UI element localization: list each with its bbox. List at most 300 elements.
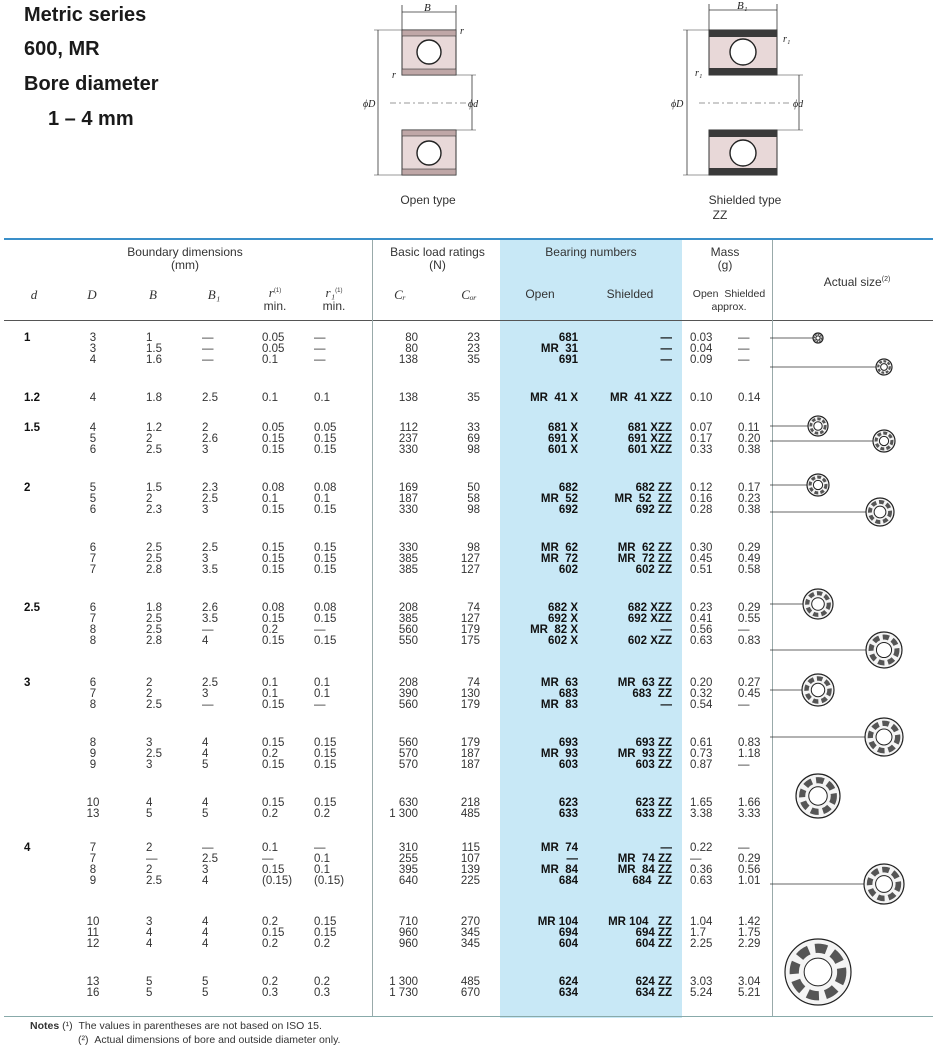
cell-b: 2.3 [146, 504, 162, 516]
cell-cor: 127 [460, 564, 480, 576]
cell-shielded: — [660, 699, 672, 711]
cell-mo: 1.04 [690, 916, 713, 928]
cell-cr: 208 [398, 677, 418, 689]
cell-b: 5 [146, 976, 153, 988]
cell-open: 623 [558, 797, 578, 809]
cell-mo: 0.54 [690, 699, 713, 711]
cell-d: 4 [89, 354, 97, 366]
cell-r: 0.15 [262, 504, 285, 516]
cell-cor: 127 [460, 553, 480, 565]
cell-open: MR 52 [540, 493, 578, 505]
cell-mo: 0.28 [690, 504, 713, 516]
cell-ms: 0.38 [738, 504, 761, 516]
cell-mo: 0.61 [690, 737, 713, 749]
cell-d: 10 [86, 797, 100, 809]
header-boundary: Boundary dimensions (mm) [127, 245, 243, 272]
cell-d: 5 [89, 482, 97, 494]
cell-shielded: 604 ZZ [635, 938, 672, 950]
actual-size-bore [874, 506, 886, 518]
cell-d: 6 [89, 504, 97, 516]
cell-b: 3 [146, 737, 153, 749]
cell-shielded: 633 ZZ [635, 808, 672, 820]
cell-d: 9 [89, 875, 97, 887]
cell-cor: 670 [460, 987, 480, 999]
cell-mo: 0.36 [690, 864, 713, 876]
actual-size-bore [816, 336, 820, 340]
cell-ms: 0.55 [738, 613, 761, 625]
cell-mo: 0.41 [690, 613, 713, 625]
cell-cor: 175 [460, 635, 480, 647]
cell-open: 691 X [547, 433, 578, 445]
cell-ms: 1.18 [738, 748, 761, 760]
cell-ms: 0.49 [738, 553, 761, 565]
cell-b: 1.5 [146, 482, 162, 494]
open-type-caption: Open type [400, 193, 456, 207]
cell-b: 1.8 [146, 392, 162, 404]
cell-mo: 3.38 [690, 808, 713, 820]
note-1: Notes (¹) The values in parentheses are not based on ISO 15. [30, 1020, 322, 1032]
cell-b1: 5 [202, 808, 209, 820]
cell-cor: 74 [467, 602, 480, 614]
cell-ms: 0.14 [738, 392, 761, 404]
cell-cr: 710 [398, 916, 418, 928]
cell-d: 10 [86, 916, 100, 928]
cell-ms: 0.83 [738, 737, 761, 749]
cell-ms: 0.83 [738, 635, 761, 647]
cell-ms: — [738, 354, 750, 366]
cell-cr: 550 [398, 635, 418, 647]
cell-r: 0.15 [262, 699, 285, 711]
cell-cr: 138 [398, 354, 418, 366]
cell-mo: 0.51 [690, 564, 713, 576]
header-col-Cr: Cᵣ [394, 287, 406, 302]
label-D-open: ϕD [363, 99, 376, 110]
cell-b: 2 [146, 677, 153, 689]
cell-d: 11 [87, 927, 99, 939]
cell-open: MR 104 [537, 916, 578, 928]
cell-cor: 23 [467, 343, 480, 355]
cell-d: 7 [89, 564, 97, 576]
cell-cor: 35 [467, 392, 480, 404]
cell-cr: 255 [398, 853, 418, 865]
actual-size-bearing-icon [866, 498, 894, 526]
cell-cr: 112 [399, 422, 418, 434]
cell-cor: 345 [460, 938, 480, 950]
actual-size-ball-ring [802, 780, 834, 812]
cell-open: 633 [558, 808, 578, 820]
cell-mo: 0.30 [690, 542, 713, 554]
actual-size-bearing-icon [873, 430, 895, 452]
cell-shielded: — [660, 343, 672, 355]
cell-r1: 0.08 [314, 482, 337, 494]
cell-mo: 0.73 [690, 748, 713, 760]
cell-shielded: — [660, 354, 672, 366]
cell-b: 1.6 [146, 354, 162, 366]
cell-d: 7 [89, 842, 97, 854]
cell-open: MR 82 X [530, 624, 578, 636]
cell-ms: 0.38 [738, 444, 761, 456]
actual-size-bore [879, 436, 888, 445]
cell-r: 0.15 [262, 737, 285, 749]
cell-cr: 330 [398, 444, 418, 456]
cell-mo: 0.45 [690, 553, 713, 565]
header-col-r: $r^{(1)}$ min. [263, 285, 287, 313]
cell-b1: 4 [202, 938, 209, 950]
actual-size-ball-ring [870, 502, 890, 522]
header-col-shielded: Shielded [606, 287, 654, 301]
header-col-d: d [30, 287, 38, 302]
cell-cor: 33 [467, 422, 480, 434]
cell-b: 2.5 [146, 613, 162, 625]
cell-mo: 0.22 [690, 842, 713, 854]
cell-b: 3 [146, 759, 153, 771]
actual-size-ball-ring [806, 678, 829, 701]
cell-r1: 0.15 [314, 916, 337, 928]
cell-b1: 5 [202, 976, 209, 988]
cell-b1: 5 [202, 987, 209, 999]
cell-r: 0.1 [262, 493, 278, 505]
cell-cr: 1 730 [389, 987, 418, 999]
cell-b: 3 [146, 916, 153, 928]
cell-r1: 0.2 [314, 808, 330, 820]
cell-cor: 485 [460, 808, 480, 820]
cell-b1: 2.3 [202, 482, 218, 494]
cell-d: 4 [89, 422, 97, 434]
cell-d: 7 [89, 613, 97, 625]
cell-r: 0.15 [262, 864, 285, 876]
cell-cr: 80 [405, 343, 418, 355]
cell-cor: 225 [460, 875, 480, 887]
shielded-type-caption-zz: ZZ [712, 208, 728, 222]
cell-ms: — [738, 343, 750, 355]
cell-cor: 270 [460, 916, 480, 928]
cell-b: 5 [146, 987, 153, 999]
cell-cor: 218 [460, 797, 480, 809]
cell-ms: 0.20 [738, 433, 761, 445]
cell-b1: 4 [202, 635, 209, 647]
cell-shielded: MR 104 ZZ [608, 916, 672, 928]
cell-ms: 1.42 [738, 916, 761, 928]
cell-b1: 2.5 [202, 853, 218, 865]
cell-b1: 2 [202, 422, 209, 434]
cell-r: 0.2 [262, 748, 278, 760]
cell-shielded: MR 93 ZZ [617, 748, 672, 760]
series-subtitle: 600, MR [24, 38, 100, 60]
header-actual-size: Actual size$^{(2)}$ [823, 275, 891, 289]
actual-size-ball-ring [807, 593, 829, 615]
cell-d: 3 [89, 332, 97, 344]
cell-open: 693 [558, 737, 578, 749]
cell-shielded: 603 ZZ [635, 759, 672, 771]
cell-r: 0.2 [262, 808, 278, 820]
cell-r1: 0.15 [314, 613, 337, 625]
actual-size-bearing-icon [807, 474, 829, 496]
cell-r1: — [314, 332, 326, 344]
cell-r1: 0.15 [314, 504, 337, 516]
cell-mo: 1.65 [690, 797, 713, 809]
cell-r1: 0.1 [314, 688, 330, 700]
cell-cr: 960 [398, 927, 418, 939]
separator-mass-actual [772, 240, 773, 1016]
cell-d: 8 [89, 737, 97, 749]
cell-r1: 0.15 [314, 737, 337, 749]
cell-cor: 115 [461, 842, 480, 854]
cell-r1: 0.3 [314, 987, 330, 999]
cell-d: 5 [89, 493, 97, 505]
actual-size-ball-ring [810, 477, 826, 493]
cell-r: 0.15 [262, 927, 285, 939]
cell-b1: 3 [202, 553, 209, 565]
cell-cr: 630 [398, 797, 418, 809]
cell-b1: 4 [202, 797, 209, 809]
cell-b1: — [202, 842, 214, 854]
cell-d: 13 [86, 976, 100, 988]
cell-b1: — [202, 343, 214, 355]
cell-open: MR 31 [540, 343, 578, 355]
label-r-side: r [392, 70, 396, 81]
cell-cor: 485 [460, 976, 480, 988]
cell-b: — [146, 853, 158, 865]
actual-size-ball-ring [814, 334, 821, 341]
cell-ms: 1.75 [738, 927, 761, 939]
cell-d: 8 [89, 635, 97, 647]
cell-open: 634 [558, 987, 578, 999]
cell-b1: 2.6 [202, 602, 218, 614]
cell-cr: 385 [398, 613, 418, 625]
cell-cr: 385 [398, 553, 418, 565]
cell-mo: 0.63 [690, 875, 713, 887]
cell-r1: 0.15 [314, 748, 337, 760]
cell-shielded: MR 84 ZZ [617, 864, 672, 876]
actual-size-bore [876, 642, 891, 657]
header-load: Basic load ratings (N) [390, 245, 485, 272]
cell-shielded: 694 ZZ [635, 927, 672, 939]
cell-mo: 0.10 [690, 392, 713, 404]
bore-title: Bore diameter [24, 73, 159, 95]
cell-cor: 35 [467, 354, 480, 366]
cell-cr: 395 [398, 864, 418, 876]
cell-shielded: 682 XZZ [627, 602, 672, 614]
cell-r: 0.2 [262, 938, 278, 950]
cell-b: 5 [146, 808, 153, 820]
cell-r: 0.05 [262, 422, 285, 434]
cell-r: 0.2 [262, 976, 278, 988]
bore-diameter-label: 1.2 [24, 392, 40, 404]
cell-r1: 0.05 [314, 422, 337, 434]
header-mass: Mass (g) [710, 245, 740, 272]
label-d-open: ϕd [468, 99, 479, 110]
actual-size-ball-ring [871, 637, 897, 663]
cell-b1: 3 [202, 688, 209, 700]
cell-shielded: 602 XZZ [627, 635, 672, 647]
cell-b: 1.8 [146, 602, 162, 614]
cell-mo: 0.12 [690, 482, 713, 494]
cell-b1: 4 [202, 748, 209, 760]
cell-cr: 310 [398, 842, 418, 854]
cell-mo: 0.20 [690, 677, 713, 689]
cell-cor: 23 [467, 332, 480, 344]
cell-shielded: 683 ZZ [632, 688, 672, 700]
actual-size-bearing-icon [876, 359, 892, 375]
actual-size-bore [881, 364, 888, 371]
cell-cor: 187 [460, 759, 480, 771]
cell-cr: 187 [398, 493, 418, 505]
cell-shielded: 684 ZZ [632, 875, 672, 887]
actual-size-bearing-icon [802, 674, 834, 706]
actual-size-bearing-icon [864, 864, 904, 904]
bore-diameter-label: 2 [24, 482, 31, 494]
cell-b: 1.2 [146, 422, 162, 434]
cell-mo: 0.87 [690, 759, 713, 771]
cell-d: 8 [89, 624, 97, 636]
header-col-D: D [87, 287, 97, 302]
cell-cor: 74 [467, 677, 480, 689]
cell-b1: 3 [202, 444, 209, 456]
cell-cor: 107 [460, 853, 480, 865]
cell-ms: 2.29 [738, 938, 761, 950]
cell-open: 694 [558, 927, 578, 939]
cell-mo: 0.07 [690, 422, 713, 434]
cell-r: 0.08 [262, 602, 285, 614]
cell-ms: 0.58 [738, 564, 761, 576]
cell-mo: 3.03 [690, 976, 713, 988]
cell-ms: — [738, 624, 750, 636]
cell-r: 0.05 [262, 343, 285, 355]
cell-mo: 0.03 [690, 332, 713, 344]
actual-size-ball-ring [794, 948, 842, 996]
cell-cr: 169 [398, 482, 418, 494]
cell-mo: 0.09 [690, 354, 713, 366]
cell-cr: 138 [398, 392, 418, 404]
cell-d: 13 [86, 808, 100, 820]
actual-size-ball-ring [878, 361, 890, 373]
actual-size-bearing-icon [785, 939, 851, 1005]
cell-open: 601 X [547, 444, 578, 456]
cell-r: 0.15 [262, 635, 285, 647]
cell-ms: 0.56 [738, 864, 761, 876]
cell-b: 2 [146, 493, 153, 505]
cell-mo: 0.33 [690, 444, 713, 456]
actual-size-bore [876, 876, 893, 893]
cell-r1: 0.1 [314, 864, 330, 876]
cell-r: 0.1 [262, 677, 278, 689]
cell-cor: 345 [460, 927, 480, 939]
cell-b1: 4 [202, 875, 209, 887]
header-col-r1: r₁$^{(1)}$ min. [322, 285, 346, 313]
actual-size-ball-ring [811, 419, 825, 433]
cell-d: 12 [86, 938, 100, 950]
actual-size-bearing-icon [865, 718, 903, 756]
cell-r: — [262, 853, 274, 865]
cell-open: MR 63 [540, 677, 578, 689]
cell-shielded: MR 63 ZZ [617, 677, 672, 689]
cell-cr: 330 [398, 542, 418, 554]
cell-d: 9 [89, 748, 97, 760]
cell-mo: 0.32 [690, 688, 713, 700]
header-bearing-numbers: Bearing numbers [545, 245, 637, 259]
cell-shielded: 691 XZZ [627, 433, 672, 445]
cell-b1: 4 [202, 737, 209, 749]
actual-size-bore [809, 787, 827, 805]
cell-mo: 5.24 [690, 987, 713, 999]
actual-size-bearing-icon [866, 632, 902, 668]
cell-d: 6 [89, 444, 97, 456]
cell-mo: 0.16 [690, 493, 713, 505]
cell-open: MR 74 [540, 842, 578, 854]
header-col-B1: B₁ [207, 287, 221, 302]
label-r-top: r [460, 26, 464, 37]
shielded-type-diagram [665, 0, 825, 190]
cell-ms: — [738, 332, 750, 344]
cell-ms: — [738, 842, 750, 854]
cell-cr: 1 300 [389, 808, 418, 820]
cell-b1: 2.5 [202, 677, 218, 689]
cell-mo: 0.56 [690, 624, 713, 636]
cell-b: 2 [146, 433, 153, 445]
cell-cr: 208 [398, 602, 418, 614]
cell-shielded: 682 ZZ [635, 482, 672, 494]
cell-r: 0.1 [262, 688, 278, 700]
cell-r1: 0.15 [314, 759, 337, 771]
cell-d: 7 [89, 553, 97, 565]
bore-diameter-label: 4 [24, 842, 31, 854]
cell-cr: 330 [398, 504, 418, 516]
cell-ms: 0.29 [738, 542, 761, 554]
cell-d: 6 [89, 677, 97, 689]
cell-cr: 560 [398, 737, 418, 749]
actual-size-ball-ring [870, 723, 897, 750]
actual-size-bore [876, 729, 892, 745]
cell-cor: 187 [460, 748, 480, 760]
cell-r: 0.1 [262, 354, 278, 366]
cell-r1: — [314, 354, 326, 366]
cell-shielded: 692 XZZ [627, 613, 672, 625]
cell-r1: 0.15 [314, 797, 337, 809]
cell-d: 8 [89, 864, 97, 876]
cell-cor: 50 [467, 482, 480, 494]
cell-shielded: MR 52 ZZ [614, 493, 672, 505]
cell-r1: — [314, 343, 326, 355]
cell-cr: 385 [398, 564, 418, 576]
cell-open: — [566, 853, 578, 865]
cell-open: 603 [558, 759, 578, 771]
cell-shielded: 634 ZZ [635, 987, 672, 999]
cell-ms: 0.23 [738, 493, 761, 505]
cell-d: 7 [89, 853, 97, 865]
cell-open: 682 X [547, 602, 578, 614]
cell-cr: 560 [398, 699, 418, 711]
cell-cor: 179 [460, 699, 480, 711]
shielded-type-caption: Shielded type [708, 193, 782, 207]
cell-r: 0.15 [262, 553, 285, 565]
cell-cr: 640 [398, 875, 418, 887]
actual-size-ball-ring [876, 433, 892, 449]
cell-open: 624 [558, 976, 578, 988]
cell-shielded: MR 74 ZZ [617, 853, 672, 865]
cell-open: 604 [558, 938, 578, 950]
cell-b1: 4 [202, 927, 209, 939]
cell-d: 7 [89, 688, 97, 700]
cell-r: 0.2 [262, 624, 278, 636]
cell-r: 0.15 [262, 797, 285, 809]
cell-d: 9 [89, 759, 97, 771]
cell-r: 0.15 [262, 444, 285, 456]
cell-shielded: 623 ZZ [635, 797, 672, 809]
cell-open: 683 [558, 688, 578, 700]
cell-shielded: MR 72 ZZ [617, 553, 672, 565]
actual-size-bore [814, 422, 822, 430]
cell-b: 4 [146, 938, 153, 950]
